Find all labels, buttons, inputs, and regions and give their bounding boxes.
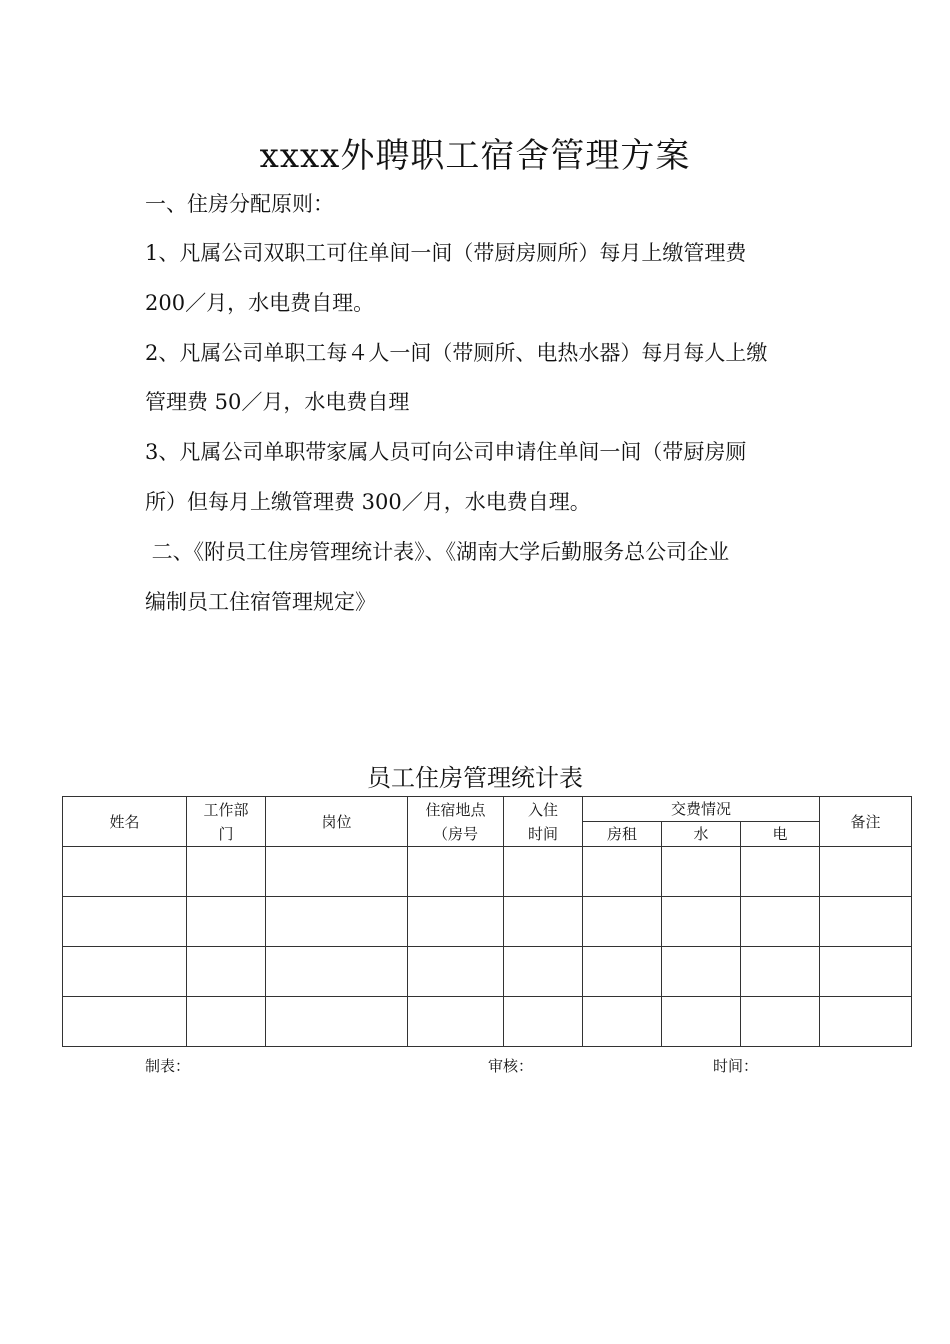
- header-dorm: [408, 797, 504, 847]
- footer-made-by: 制表：: [145, 1057, 191, 1075]
- cell-water[interactable]: [662, 997, 741, 1047]
- header-remarks: 备注: [820, 797, 912, 847]
- section2-line-1: 二、《附员工住房管理统计表》、《湖南大学后勤服务总公司企业: [145, 540, 730, 564]
- rule-1-line-1: 1、凡属公司双职工可住单间一间（带厨房厕所）每月上缴管理费: [145, 241, 747, 265]
- section1-heading: 一、住房分配原则：: [145, 192, 334, 216]
- table-row: [63, 997, 912, 1047]
- header-dept: [187, 797, 266, 847]
- cell-electric[interactable]: [741, 997, 820, 1047]
- cell-remarks[interactable]: [820, 947, 912, 997]
- cell-dorm[interactable]: [408, 847, 504, 897]
- table-row: [63, 897, 912, 947]
- footer-date: 时间：: [713, 1057, 759, 1075]
- table-row: [63, 947, 912, 997]
- cell-water[interactable]: [662, 847, 741, 897]
- rule-2-line-1: 2、凡属公司单职工每４人一间（带厕所、电热水器）每月每人上缴: [145, 341, 768, 365]
- cell-name[interactable]: [63, 897, 187, 947]
- header-water: 水: [662, 822, 741, 847]
- cell-remarks[interactable]: [820, 847, 912, 897]
- header-electric: 电: [741, 822, 820, 847]
- document-title: xxxx外聘职工宿舍管理方案: [259, 136, 691, 176]
- cell-checkin[interactable]: [504, 847, 583, 897]
- rule-3-line-2: 所）但每月上缴管理费 300／月，水电费自理。: [145, 490, 591, 514]
- header-checkin-line1: 入住: [527, 800, 558, 819]
- header-dorm-line1: 住宿地点: [425, 800, 486, 819]
- table-row: [63, 847, 912, 897]
- cell-position[interactable]: [266, 947, 408, 997]
- header-checkin-line2: 时间: [527, 824, 558, 843]
- cell-dept[interactable]: [187, 947, 266, 997]
- header-checkin: [504, 797, 583, 847]
- cell-name[interactable]: [63, 947, 187, 997]
- cell-position[interactable]: [266, 997, 408, 1047]
- cell-electric[interactable]: [741, 847, 820, 897]
- cell-electric[interactable]: [741, 897, 820, 947]
- section2-line-2: 编制员工住宿管理规定》: [145, 590, 376, 614]
- cell-checkin[interactable]: [504, 997, 583, 1047]
- header-position: 岗位: [266, 797, 408, 847]
- cell-dorm[interactable]: [408, 947, 504, 997]
- header-name: 姓名: [63, 797, 187, 847]
- cell-electric[interactable]: [741, 947, 820, 997]
- cell-water[interactable]: [662, 897, 741, 947]
- header-dorm-line2: （房号: [432, 824, 478, 843]
- cell-dorm[interactable]: [408, 997, 504, 1047]
- cell-dept[interactable]: [187, 997, 266, 1047]
- footer-reviewed-by: 审核：: [488, 1057, 534, 1075]
- cell-rent[interactable]: [583, 897, 662, 947]
- cell-position[interactable]: [266, 897, 408, 947]
- cell-rent[interactable]: [583, 947, 662, 997]
- table-title: 员工住房管理统计表: [367, 764, 583, 792]
- cell-remarks[interactable]: [820, 997, 912, 1047]
- cell-dept[interactable]: [187, 897, 266, 947]
- cell-name[interactable]: [63, 847, 187, 897]
- cell-water[interactable]: [662, 947, 741, 997]
- header-dept-line2: 门: [218, 824, 234, 843]
- cell-remarks[interactable]: [820, 897, 912, 947]
- cell-checkin[interactable]: [504, 897, 583, 947]
- cell-dorm[interactable]: [408, 897, 504, 947]
- rule-1-line-2: 200／月，水电费自理。: [145, 291, 375, 315]
- housing-stats-table: [62, 796, 912, 1047]
- header-dept-line1: 工作部: [203, 800, 249, 819]
- rule-3-line-1: 3、凡属公司单职带家属人员可向公司申请住单间一间（带厨房厕: [145, 440, 747, 464]
- cell-checkin[interactable]: [504, 947, 583, 997]
- table-header-row-1: [63, 797, 912, 822]
- rule-2-line-2: 管理费 50／月，水电费自理: [145, 390, 410, 414]
- header-rent: 房租: [583, 822, 662, 847]
- cell-rent[interactable]: [583, 847, 662, 897]
- header-payment: 交费情况: [583, 797, 820, 822]
- cell-rent[interactable]: [583, 997, 662, 1047]
- cell-position[interactable]: [266, 847, 408, 897]
- cell-dept[interactable]: [187, 847, 266, 897]
- cell-name[interactable]: [63, 997, 187, 1047]
